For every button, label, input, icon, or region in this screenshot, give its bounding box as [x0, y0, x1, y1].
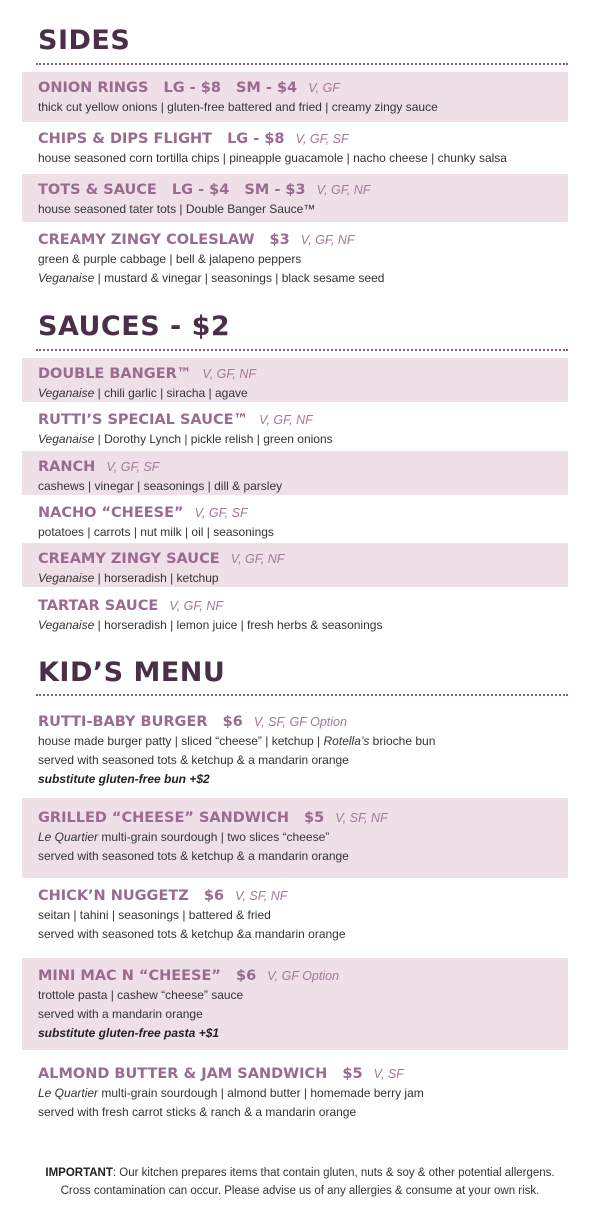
item-title: [38, 886, 558, 906]
item-price: $5: [342, 1066, 363, 1082]
item-price: $6: [235, 968, 257, 984]
diet-tags: V, GF, NF: [230, 552, 285, 566]
diet-tags: V, GF, NF: [202, 367, 257, 381]
item-serving: served with seasoned tots & ketchup & a mandarin orange: [38, 849, 349, 863]
diet-tags: V, SF, NF: [335, 811, 388, 825]
item-name: CREAMY ZINGY SAUCE: [38, 551, 220, 567]
item-title: [38, 129, 558, 149]
item-description: house seasoned corn tortilla chips | pineapple guacamole | nacho cheese | chunky salsa: [38, 151, 507, 165]
item-price: $5: [304, 810, 325, 826]
item-description: thick cut yellow onions | gluten-free battered and fried | creamy zingy sauce: [38, 100, 438, 114]
diet-tags: V, GF, NF: [316, 183, 371, 197]
item-title: [38, 808, 558, 828]
allergen-notice-line-1: IMPORTANT: Our kitchen prepares items that contain gluten, nuts & soy & other potential allergens.: [45, 1167, 555, 1179]
menu-item-tots-sauce: [22, 174, 568, 222]
menu-item-onion-rings: [22, 72, 568, 122]
item-description: Veganaise | Dorothy Lynch | pickle relish | green onions: [38, 432, 333, 446]
diet-tags: V, GF: [308, 81, 340, 95]
diet-tags: V, GF, NF: [300, 233, 355, 247]
menu-item-nacho-cheese: [22, 497, 568, 541]
sides-heading: SIDES: [38, 25, 131, 56]
item-description: seitan | tahini | seasonings | battered & fried: [38, 908, 271, 922]
menu-item-tartar-sauce: [22, 590, 568, 634]
sides-divider: [36, 63, 568, 65]
substitution-note: substitute gluten-free pasta +$1: [38, 1026, 220, 1040]
allergen-notice: [0, 1164, 600, 1200]
item-name: TARTAR SAUCE: [38, 598, 159, 614]
item-title: [38, 596, 558, 616]
item-description: trottole pasta | cashew “cheese” sauce: [38, 988, 244, 1002]
sauces-heading: SAUCES - $2: [38, 311, 231, 342]
item-description: Le Quartier multi-grain sourdough | two slices “cheese”: [38, 830, 330, 844]
diet-tags: V, GF, SF: [295, 132, 349, 146]
diet-tags: V, SF, NF: [235, 889, 288, 903]
item-name: GRILLED “CHEESE” SANDWICH: [38, 810, 289, 826]
item-serving: served with a mandarin orange: [38, 1007, 203, 1021]
item-description: Veganaise | mustard & vinegar | seasonings | black sesame seed: [38, 271, 385, 285]
item-price-small: SM - $3: [244, 182, 306, 198]
item-price: LG - $8: [163, 80, 221, 96]
item-name: RUTTI’S SPECIAL SAUCE™: [38, 412, 249, 428]
item-description: potatoes | carrots | nut milk | oil | seasonings: [38, 525, 274, 539]
item-serving: served with seasoned tots & ketchup &a mandarin orange: [38, 927, 346, 941]
item-title: [38, 503, 558, 523]
diet-tags: V, GF, NF: [259, 413, 313, 427]
item-name: CREAMY ZINGY COLESLAW: [38, 232, 255, 248]
item-name: ALMOND BUTTER & JAM SANDWICH: [38, 1066, 328, 1082]
item-price: LG - $8: [227, 131, 285, 147]
menu-item-rutti-baby-burger: [22, 706, 568, 794]
item-price: $3: [269, 232, 290, 248]
item-name: RUTTI-BABY BURGER: [38, 714, 208, 730]
item-description: house made burger patty | sliced “cheese” | ketchup | Rotella’s brioche bun: [38, 734, 436, 748]
menu-item-special-sauce: [22, 404, 568, 448]
menu-item-double-banger: [22, 358, 568, 402]
diet-tags: V, GF, SF: [194, 506, 248, 520]
item-name: DOUBLE BANGER™: [38, 366, 192, 382]
item-name: TOTS & SAUCE: [38, 182, 157, 198]
item-title: [38, 180, 558, 200]
diet-tags: V, GF, SF: [106, 460, 160, 474]
allergen-notice-line-2: Cross contamination can occur. Please advise us of any allergies & consume at your own risk.: [60, 1185, 540, 1197]
menu-item-chickn-nuggetz: [22, 880, 568, 956]
kids-divider: [36, 694, 568, 696]
menu-item-mini-mac: [22, 958, 568, 1050]
menu-item-grilled-cheese: [22, 798, 568, 878]
menu-item-ranch: [22, 451, 568, 495]
item-title: [38, 457, 558, 477]
item-title: [38, 712, 558, 732]
item-serving: served with seasoned tots & ketchup & a mandarin orange: [38, 753, 349, 767]
item-name: MINI MAC N “CHEESE”: [38, 968, 221, 984]
important-label: IMPORTANT: [45, 1167, 113, 1179]
item-price: $6: [222, 714, 243, 730]
item-name: NACHO “CHEESE”: [38, 505, 184, 521]
item-price: LG - $4: [171, 182, 230, 198]
sauces-divider: [36, 349, 568, 351]
item-description: Veganaise | horseradish | ketchup: [38, 571, 219, 585]
item-description: Veganaise | chili garlic | siracha | agave: [38, 386, 248, 400]
item-description: Le Quartier multi-grain sourdough | almond butter | homemade berry jam: [38, 1086, 424, 1100]
item-title: [38, 410, 558, 430]
item-title: [38, 966, 558, 986]
menu-item-chips-dips: [22, 123, 568, 173]
substitution-note: substitute gluten-free bun +$2: [38, 772, 210, 786]
diet-tags: V, GF, NF: [169, 599, 224, 613]
item-title: [38, 364, 558, 384]
item-name: CHICK’N NUGGETZ: [38, 888, 189, 904]
item-price-small: SM - $4: [235, 80, 298, 96]
diet-tags: V, SF, GF Option: [253, 715, 347, 729]
menu-item-almond-butter-jam: [22, 1058, 568, 1124]
menu-item-coleslaw: [22, 224, 568, 288]
item-description: Veganaise | horseradish | lemon juice | fresh herbs & seasonings: [38, 618, 383, 632]
item-name: CHIPS & DIPS FLIGHT: [38, 131, 212, 147]
item-description: cashews | vinegar | seasonings | dill & parsley: [38, 479, 283, 493]
item-title: [38, 78, 558, 98]
item-name: ONION RINGS: [38, 80, 149, 96]
item-description: green & purple cabbage | bell & jalapeno peppers: [38, 252, 302, 266]
item-name: RANCH: [38, 459, 96, 475]
diet-tags: V, SF: [373, 1067, 404, 1081]
diet-tags: V, GF Option: [267, 969, 340, 983]
menu-item-creamy-zingy-sauce: [22, 543, 568, 587]
kids-menu-heading: KID’S MENU: [38, 657, 226, 688]
item-title: [38, 549, 558, 569]
item-title: [38, 230, 558, 250]
item-serving: served with fresh carrot sticks & ranch & a mandarin orange: [38, 1105, 357, 1119]
item-title: [38, 1064, 558, 1084]
item-price: $6: [203, 888, 225, 904]
item-description: house seasoned tater tots | Double Banger Sauce™: [38, 202, 316, 216]
